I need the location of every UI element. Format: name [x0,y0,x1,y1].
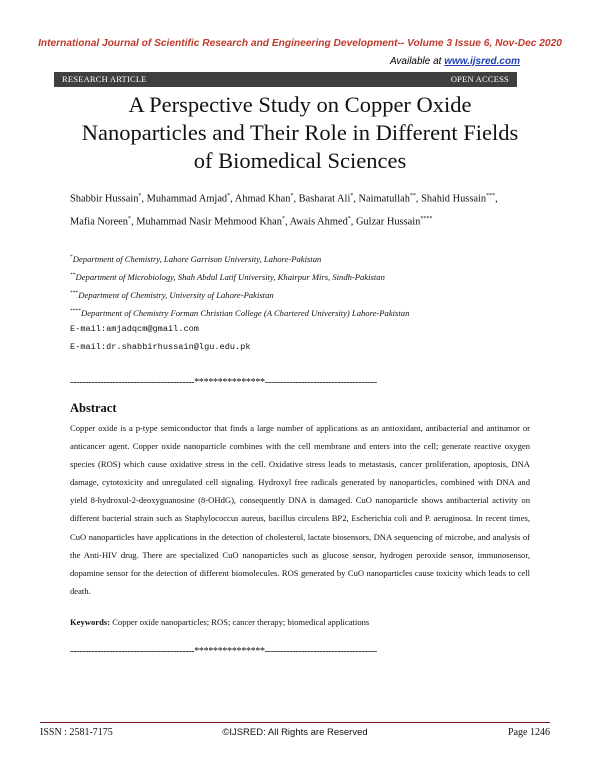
journal-website-link[interactable]: www.ijsred.com [444,56,520,67]
author-mark: * [281,216,285,223]
author-name: Gulzar Hussain [355,216,421,228]
keywords [70,617,530,627]
page-number: Page 1246 [508,727,550,738]
author-name: Basharat Ali [298,193,351,205]
affiliation: **Department of Microbiology, Shah Abdul Latif University, Khairpur Mirs, Sindh-Pakistan [70,271,385,282]
author-line-2: Mafia Noreen*, Muhammad Nasir Mehmood Khan*, Awais Ahmed*, Gulzar Hussain**** [70,216,433,228]
author-name: Ahmad Khan [234,193,291,205]
title-line: of Biomedical Sciences [193,148,407,173]
available-prefix: Available at [389,56,445,67]
page-footer [40,727,550,741]
author-name: Muhammad Amjad [146,193,228,205]
open-access-label: OPEN ACCESS [450,74,509,84]
keywords-label: Keywords: [70,617,111,627]
author-list [70,186,540,233]
author-name: Mafia Noreen [70,216,128,228]
article-type-band [54,72,517,87]
issn: ISSN : 2581-7175 [40,727,113,738]
affiliation: ***Department of Chemistry, University of Lahore-Pakistan [70,289,274,300]
author-name: Shahid Hussain [421,193,487,205]
author-line-1: Shabbir Hussain*, Muhammad Amjad*, Ahmad Khan*, Basharat Ali*, Naimatullah**, Shahid Hussain***, [70,193,498,205]
author-mark: * [290,193,294,199]
author-mark: ** [409,193,416,199]
affiliation: ****Department of Chemistry Forman Christian College (A Chartered University) Lahore-Pakistan [70,307,410,318]
email-address[interactable]: E-mail:dr.shabbirhussain@lgu.edu.pk [70,342,251,352]
copyright: ©IJSRED: All Rights are Reserved [222,727,368,738]
affiliation: *Department of Chemistry, Lahore Garrison University, Lahore-Pakistan [70,253,322,264]
author-mark: * [128,216,131,223]
author-mark: * [138,193,142,199]
author-mark: * [227,193,231,199]
author-mark: * [347,216,351,223]
abstract-body: Copper oxide is a p-type semiconductor that finds a large number of applications as an antioxidant, antibacterial and antitumor or anticancer agent. Copper oxide nanoparticle combines with the cell membrane and enters into the cell; generate reactive oxygen species (ROS) which cause oxidative stress in the cell. Oxidative stress leads to metastasis, cancer proliferation, apoptosis, DNA damage, cytotoxicity and unregulated cell signaling. Hydroxyl free radicals generated by nanoparticles, combined with DNA and yield 8-hydroxul-2-deoxyguanosine (8-OHdG), consequently DNA is damaged. CuO nanoparticle shows antibacterial activity on different bacterial strain such as Staphylococcus aureus, bacillus circulens BP2, Escherichia coli and P. aeruginosa. In recent times, CuO nanoparticles have applications in the detection of cholesterol, lactate biosensors, DNA sequencing of microbe, and analysis of the Anti-HIV drug. There are specialized CuO nanoparticles such as glucose sensor, hydrogen peroxide sensor, immunosensor, dopamine sensor for the detection of different biomolecules. ROS generated by CuO nanoparticles cause toxicity which leads to cell death. [70,423,530,596]
section-separator: -----------------------------------------***************------------------------------------- [70,646,377,657]
author-mark: * [350,193,354,199]
availability-line [390,56,520,67]
author-name: Naimatullah [358,193,410,205]
author-mark: **** [420,216,433,223]
author-name: Awais Ahmed [289,216,348,228]
title-line: Nanoparticles and Their Role in Different Fields [81,120,519,145]
footer-divider [40,722,550,723]
title-line: A Perspective Study on Copper Oxide [128,92,472,117]
affiliations [70,248,540,356]
abstract-heading: Abstract [70,401,117,415]
author-name: Shabbir Hussain [70,193,139,205]
author-mark: *** [486,193,496,199]
keywords-text: Copper oxide nanoparticles; ROS; cancer therapy; biomedical applications [110,617,370,627]
author-name: Muhammad Nasir Mehmood Khan [136,216,282,228]
paper-title [60,91,540,175]
email-address[interactable]: E-mail:amjadqcm@gmail.com [70,324,199,334]
section-separator: -----------------------------------------***************------------------------------------- [70,377,377,388]
research-article-label: RESEARCH ARTICLE [62,74,147,84]
journal-header: International Journal of Scientific Research and Engineering Development-- Volume 3 Issue 6, Nov-Dec 2020 [38,38,562,49]
